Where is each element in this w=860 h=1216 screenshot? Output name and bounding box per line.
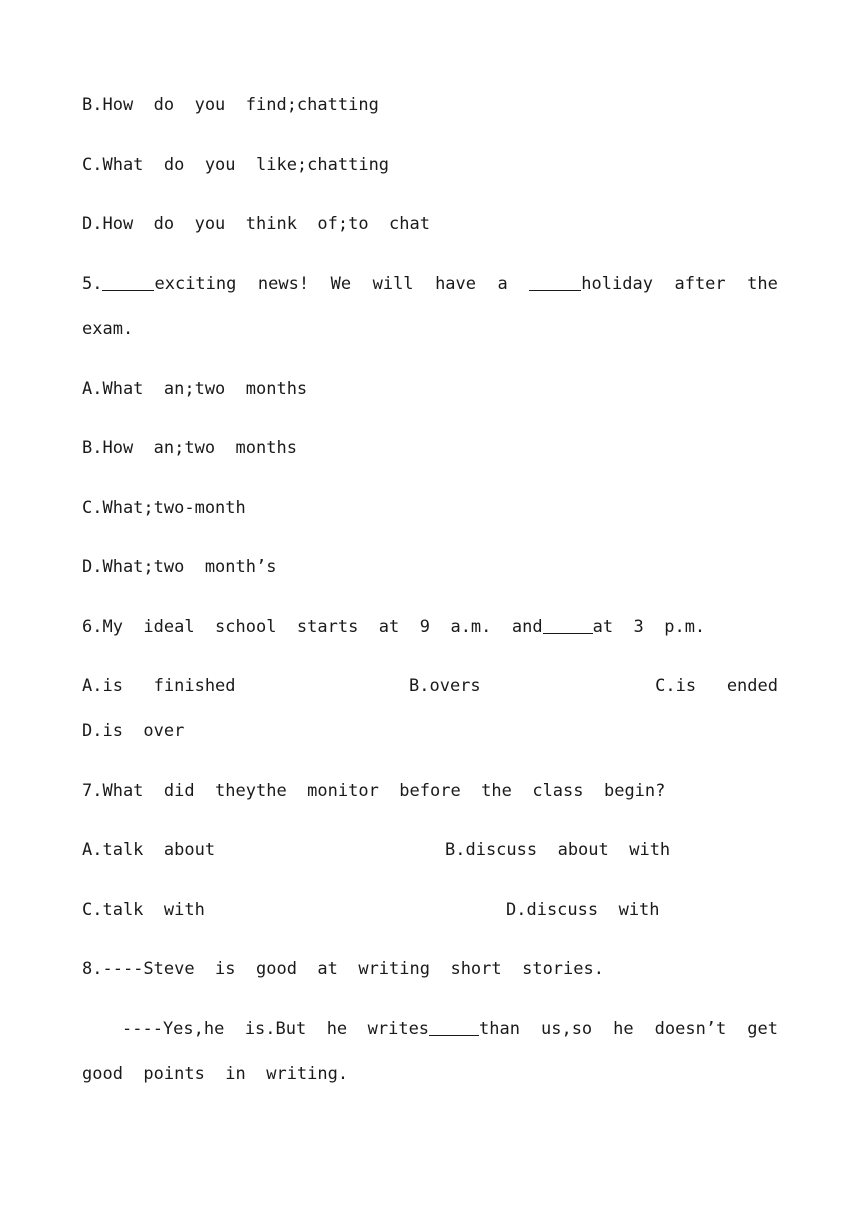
q5-option-d-text: D.What;two month’s	[82, 557, 277, 577]
q6-option-c: C.is ended	[655, 676, 778, 696]
q5-number: 5.	[82, 274, 103, 294]
q6-blank	[543, 617, 593, 634]
q8-stem-text: 8.----Steve is good at writing short stories.	[82, 959, 604, 979]
q5-word: holiday	[581, 274, 653, 294]
q5-option-a-text: A.What an;two months	[82, 379, 308, 399]
q5-blank-1	[102, 274, 154, 291]
q5-blank-group	[529, 272, 653, 296]
q5-option-c	[82, 496, 778, 520]
q5-word: after	[674, 274, 726, 294]
q5-option-b-text: B.How an;two months	[82, 438, 297, 458]
q5-stem-continuation	[82, 317, 778, 341]
q6-option-b: B.overs	[409, 676, 481, 696]
q8-reply-word: get	[747, 1019, 778, 1039]
q8-reply	[122, 1017, 778, 1041]
q5-option-b	[82, 436, 778, 460]
q5-word: a	[497, 274, 508, 294]
q6-options-row	[82, 674, 778, 698]
q8-stem	[82, 957, 778, 981]
q8-reply-word: he	[613, 1019, 634, 1039]
q7-stem	[82, 779, 778, 803]
q5-word: the	[747, 274, 778, 294]
q8-blank	[429, 1019, 479, 1036]
q7-option-c: C.talk with	[82, 900, 205, 920]
q8-reply-word: us,so	[540, 1019, 593, 1039]
q4-option-d	[82, 212, 778, 236]
q8-reply-lead	[122, 1017, 520, 1041]
q4-option-c	[82, 153, 778, 177]
q7-option-a: A.talk about	[82, 840, 216, 860]
q6-option-a: A.is finished	[82, 676, 236, 696]
q4-option-c-text: C.What do you like;chatting	[82, 155, 390, 175]
q5-word: will	[372, 274, 414, 294]
q5-word: have	[435, 274, 477, 294]
q6-stem	[82, 615, 778, 639]
q7-options-row-1	[82, 838, 778, 862]
q5-word: exciting	[154, 274, 237, 294]
q8-reply-word: doesn’t	[654, 1019, 727, 1039]
q6-text-before: 6.My ideal school starts at 9 a.m. and	[82, 617, 543, 637]
q5-word: news!	[257, 274, 310, 294]
q7-option-b: B.discuss about with	[445, 840, 671, 860]
q8-reply-word: than	[479, 1019, 520, 1039]
q5-option-a	[82, 377, 778, 401]
q5-continuation-text: exam.	[82, 319, 134, 339]
q7-option-d: D.discuss with	[506, 900, 660, 920]
q6-option-d	[82, 719, 778, 743]
q8-reply-text: ----Yes,he is.But he writes	[122, 1019, 430, 1039]
q5-option-c-text: C.What;two-month	[82, 498, 246, 518]
q4-option-b	[82, 93, 778, 117]
q5-stem	[82, 272, 778, 296]
q7-options-row-2	[82, 898, 778, 922]
q5-lead	[82, 272, 236, 296]
q4-option-b-text: B.How do you find;chatting	[82, 95, 379, 115]
q8-continuation-text: good points in writing.	[82, 1064, 349, 1084]
q7-stem-text: 7.What did theythe monitor before the class begin?	[82, 781, 666, 801]
q5-word: We	[330, 274, 352, 294]
q8-reply-continuation	[82, 1062, 778, 1086]
q6-option-d-text: D.is over	[82, 721, 185, 741]
q5-blank-2	[529, 274, 581, 291]
q4-option-d-text: D.How do you think of;to chat	[82, 214, 430, 234]
q6-text-after: at 3 p.m.	[592, 617, 706, 637]
q5-option-d	[82, 555, 778, 579]
